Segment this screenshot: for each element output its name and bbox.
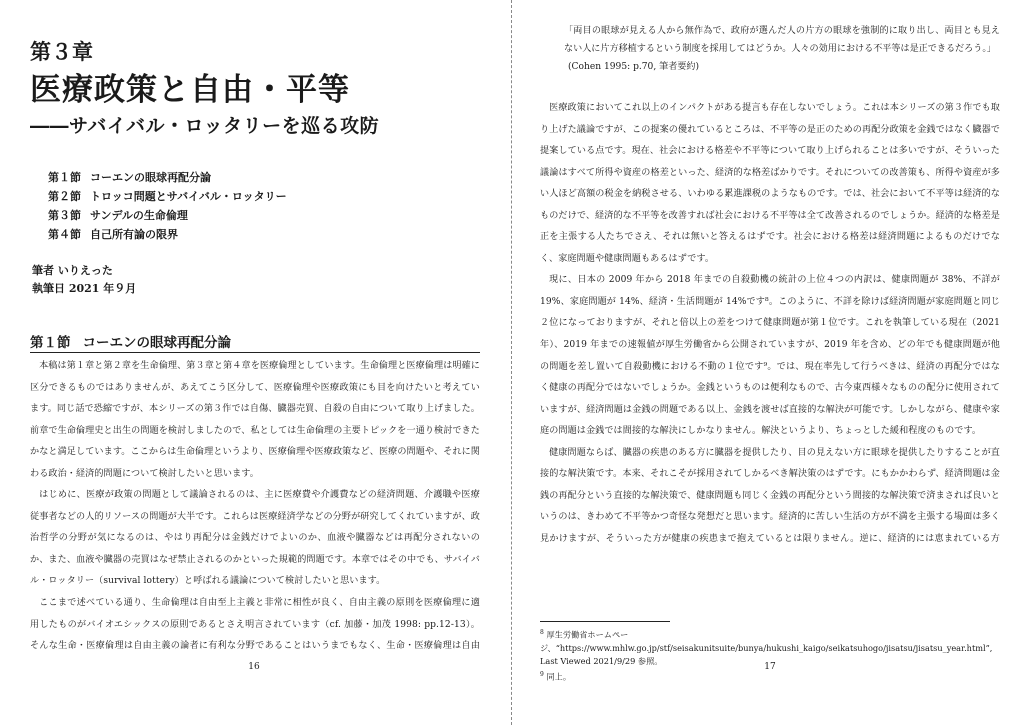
section-rule — [30, 352, 480, 353]
footnote-text: 厚生労働省ホームページ、“https://www.mhlw.go.jp/stf/seisakunitsuite/bunya/hukushi_kaigo/seikatsuhogo/jisatsu/jisatsu_year.html”, Last Viewed 2021/9/29 参照。 — [540, 629, 993, 666]
toc-item — [48, 168, 287, 187]
toc-item — [48, 187, 287, 206]
chapter-number: 第３章 — [30, 39, 93, 64]
toc-item-title: サンデルの生命倫理 — [90, 209, 188, 222]
toc-item-title: コーエンの眼球再配分論 — [90, 171, 211, 184]
table-of-contents — [48, 168, 287, 244]
toc-item-title: トロッコ問題とサバイバル・ロッタリー — [90, 190, 287, 203]
toc-item-number: 第３節 — [48, 209, 81, 222]
toc-item-number: 第２節 — [48, 190, 81, 203]
page-number: 17 — [764, 662, 776, 672]
section-number: 第１節 — [30, 335, 71, 351]
footnote-rule — [540, 621, 670, 622]
paragraph: 健康問題ならば、臓器の疾患のある方に臓器を提供したり、目の見えない方に眼球を提供したりすることが直接的な解決策です。本来、それこそが採用されてしかるべき解決策のはずです。にもかかわらず、経済問題は金銭の再配分という直接的な解決策で、健康問題も同じく金銭の再配分という間接的な解決策で済まされば良いというのは、きわめて不平等かつ奇怪な発想だと思います。経済的に苦しい生活の方が不満を主張する場面は多く見かけますが、そういった方が健康の疾患まで抱えているとは限りません。逆に、経済的には恵まれている方 — [540, 447, 1000, 544]
page-divider — [511, 0, 512, 725]
quote-citation: (Cohen 1995: p.70, 筆者要約) — [568, 62, 700, 72]
footnotes — [540, 626, 1000, 683]
toc-item — [48, 206, 287, 225]
footnote-text: 同上。 — [546, 671, 572, 682]
quote-text: 「両目の眼球が見える人から無作為で、政府が選んだ人の片方の眼球を強制的に取り出し、両目とも見えない人に片方移植するという制度を採用してはどうか。人々の効用における不平等は是正できるだろう。」 — [564, 26, 1000, 54]
chapter-subtitle: ――サバイバル・ロッタリーを巡る攻防 — [30, 115, 380, 137]
paragraph: 本稿は第１章と第２章を生命倫理、第３章と第４章を医療倫理としています。生命倫理と医療倫理は明確に区分できるものではありませんが、あえてこう区分して、医療倫理や医療政策にも目を向けたいと考えています。同じ話で恐縮ですが、本シリーズの第３作では自傷、臓器売買、自殺の自由について取り上げました。前章で生命倫理史と出生の問題を検討しましたので、私としては生命倫理の主要トピックを一通り検討できたかなと満足しています。ここからは生命倫理というより、医療倫理や医療政策など、医療の問題や、それに関わる政治・経済的問題について検討したいと思います。 — [30, 361, 480, 479]
author-line: 筆者 いりえった — [32, 264, 113, 277]
chapter-title: 医療政策と自由・平等 — [30, 72, 350, 108]
left-page — [0, 0, 508, 725]
section-heading — [30, 331, 231, 351]
toc-item-number: 第４節 — [48, 228, 81, 241]
page-number: 16 — [248, 662, 260, 672]
paragraph: はじめに、医療が政策の問題として議論されるのは、主に医療費や介護費などの経済問題、介護職や医療従事者などの人的リソースの問題が大半です。これらは医療経済学などの分野が研究してくれていますが、政治哲学の分野が気になるのは、やはり再配分は金銭だけでよいのか、血液や臓器などは再配分されないのか、また、血液や臓器の売買はなぜ禁止されるのかといった規範的問題です。本章ではその中でも、サバイバル・ロッタリー（survival lottery）と呼ばれる議論について検討したいと思います。 — [30, 490, 480, 587]
paragraph: 現に、日本の 2009 年から 2018 年までの自殺動機の統計の上位４つの内訳は、健康問題が 38%、不詳が 19%、家庭問題が 14%、経済・生活問題が 14%です⁸。このように、不詳を除けば経済問題が家庭問題と同じ２位になっておりますが、それと倍以上の差をつけて健康問題が第１位です。これを執筆している現在（2021 年）、2019 年までの速報値が厚生労働省から公開されていますが、2019 年を含め、どの年でも健康問題が他の問題を差し置いて自殺動機における不動の１位です⁹。では、現在率先して行うべきは、経済の再配分ではなく健康の再配分ではないでしょうか。金銭というものは便利なもので、古今東西様々なものの配分に使用されていますが、経済問題は金銭の問題である以上、金銭を渡せば直接的な解決が可能です。しかしながら、健康や家庭の問題は金銭では間接的な解決にしかなりません。解決というより、ちょっとした緩和程度のものです。 — [540, 275, 1000, 437]
footnote-mark: 9 — [540, 670, 544, 678]
left-body-text — [30, 356, 480, 652]
paragraph: 医療政策においてこれ以上のインパクトがある提言も存在しないでしょう。これは本シリーズの第３作でも取り上げた議論ですが、この提案の優れているところは、不平等の是正のための再配分政策を金銭ではなく臓器で提案している点です。現在、社会における格差や不平等について取り上げられることは多いですが、そういった議論はすべて所得や資産の格差といった、経済的な格差ばかりです。それについての改善策も、所得や資産が多い人ほど高額の税金を納税させる、いわゆる累進課税のようなものです。では、社会において不平等は経済的なものだけで、経済的な不平等を改善すれば社会における不平等は全て改善されるのでしょうか。経済的な格差是正を主張する人たちでさえ、それは無いと答えるはずです。社会における格差は経済問題によるものだけでなく、家庭問題や健康問題もあるはずです。 — [540, 103, 1000, 264]
toc-item-number: 第１節 — [48, 171, 81, 184]
block-quote — [564, 22, 1000, 76]
section-title: コーエンの眼球再配分論 — [82, 335, 231, 351]
paragraph: ここまで述べている通り、生命倫理は自由至上主義と非常に相性が良く、自由主義の原則を医療倫理に適用したものがバイオエシックスの原則であるとさえ明言されています（cf. 加藤・加茂 1998: pp.12-13）。そんな生命・医療倫理は自由主義の論者に有利な分野であることはいうまでもなく、生命・医療倫理は自由 — [30, 598, 480, 652]
right-body-text — [540, 98, 1000, 553]
date-line: 執筆日 2021 年９月 — [32, 282, 137, 295]
footnote-mark: 8 — [540, 629, 544, 636]
author-meta — [32, 262, 136, 298]
toc-item — [48, 225, 287, 244]
right-page — [516, 0, 1024, 725]
toc-item-title: 自己所有論の限界 — [90, 228, 178, 241]
